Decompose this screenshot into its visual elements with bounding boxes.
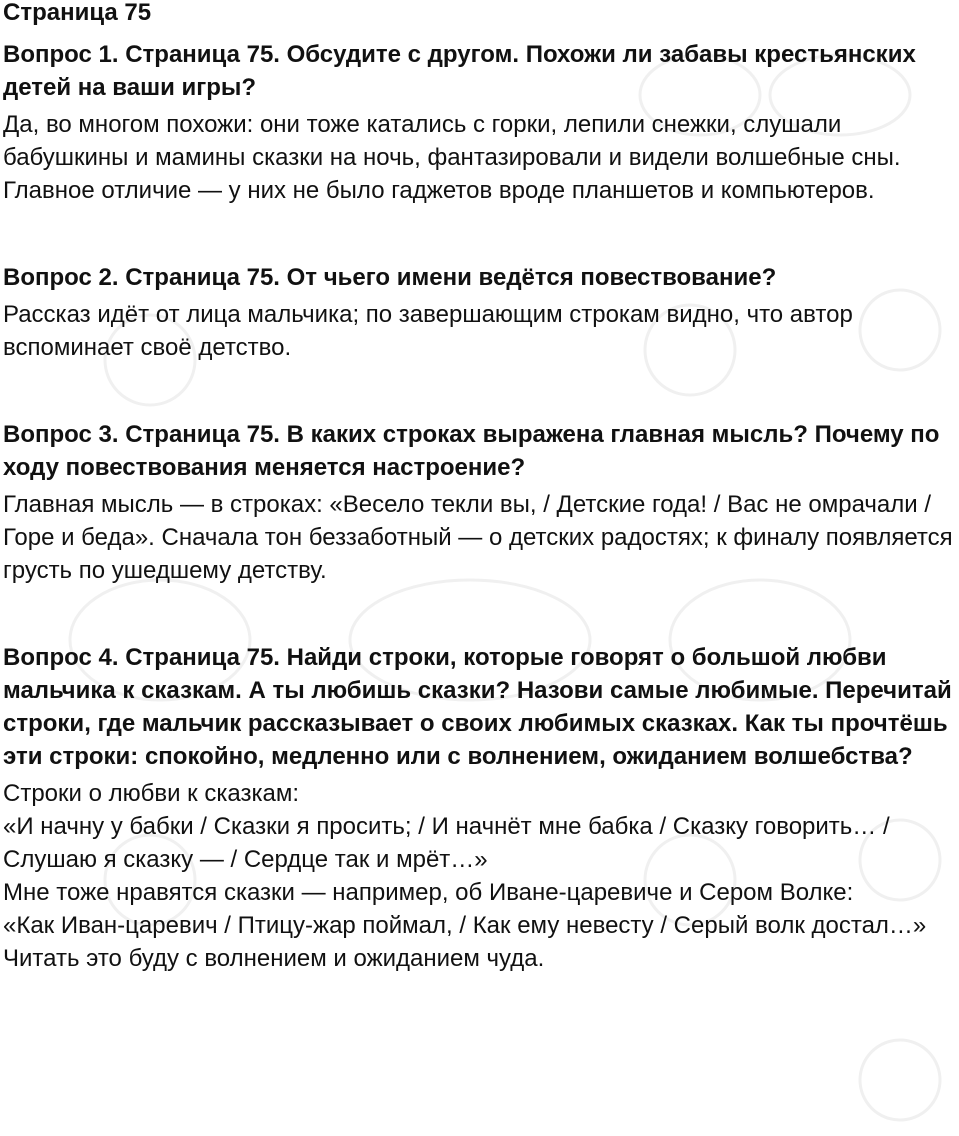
answer-line: Да, во многом похожи: они тоже катались с горки, лепили снежки, слушали бабушкины и мамины сказки на ночь, фантазировали и видели волшебные сны. Главное отличие — у них не было гаджетов вроде планшетов и компьютеров. — [3, 111, 901, 204]
answer-line: «Как Иван-царевич / Птицу-жар поймал, / Как ему невесту / Серый волк достал…» — [3, 912, 927, 939]
qa-section-2 — [3, 261, 959, 364]
answer-line: Читать это буду с волнением и ожиданием чуда. — [3, 945, 545, 972]
qa-section-4 — [3, 641, 959, 975]
page-title: Страница 75 — [3, 0, 152, 26]
answer-4 — [3, 777, 959, 975]
question-2: Вопрос 2. Страница 75. От чьего имени ведётся повествование? — [3, 264, 777, 291]
answer-line: Строки о любви к сказкам: — [3, 780, 300, 807]
question-1: Вопрос 1. Страница 75. Обсудите с другом. Похожи ли забавы крестьянских детей на ваши игры? — [3, 41, 916, 101]
question-4: Вопрос 4. Страница 75. Найди строки, которые говорят о большой любви мальчика к сказкам. А ты любишь сказки? Назови самые любимые. Перечитай строки, где мальчик рассказывает о своих любимых сказках. Как ты прочтёшь эти строки: спокойно, медленно или с волнением, ожиданием волшебства? — [3, 644, 952, 770]
answer-2 — [3, 298, 959, 364]
answer-1 — [3, 108, 959, 207]
answer-3 — [3, 488, 959, 587]
answer-line: «И начну у бабки / Сказки я просить; / И начнёт мне бабка / Сказку говорить… / Слушаю я сказку — / Сердце так и мрёт…» — [3, 813, 890, 873]
answer-line: Мне тоже нравятся сказки — например, об Иване-царевиче и Сером Волке: — [3, 879, 854, 906]
qa-section-3 — [3, 418, 959, 587]
answer-line: Рассказ идёт от лица мальчика; по завершающим строкам видно, что автор вспоминает своё детство. — [3, 301, 853, 361]
question-3: Вопрос 3. Страница 75. В каких строках выражена главная мысль? Почему по ходу повествования меняется настроение? — [3, 421, 940, 481]
answer-line: Главная мысль — в строках: «Весело текли вы, / Детские года! / Вас не омрачали / Горе и беда». Сначала тон беззаботный — о детских радостях; к финалу появляется грусть по ушедшему детству. — [3, 491, 953, 584]
qa-section-1 — [3, 38, 959, 207]
